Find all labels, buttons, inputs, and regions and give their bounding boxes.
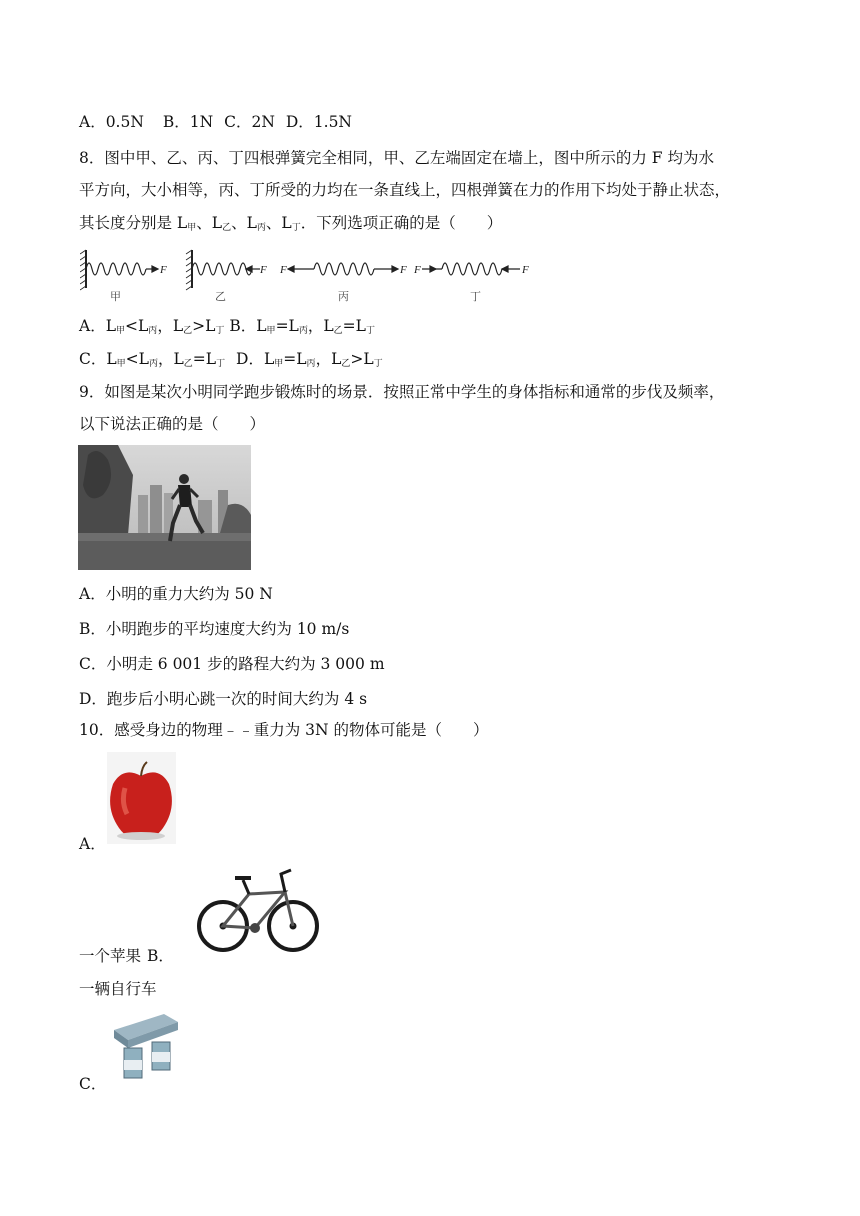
bicycle-image: [193, 858, 323, 960]
q7-options: [79, 112, 352, 132]
force-label: F: [400, 264, 407, 276]
q7-option-a: A．0.5N: [79, 113, 144, 131]
force-label: F: [160, 264, 167, 276]
q9-option-b: B．小明跑步的平均速度大约为 10 m/s: [79, 620, 350, 638]
force-label: F: [522, 264, 529, 276]
q7-option-d: D．1.5N: [285, 113, 352, 131]
q8-line-3: 其长度分别是 $L_甲$、$L_乙$、$L_丙$、$L_丁$．下列选项正确的是（ ）: [79, 214, 503, 233]
q8-line-2: 平方向，大小相等，丙、丁所受的力均在一条直线上，四根弹簧在力的作用下均处于静止状态，: [79, 181, 731, 199]
erasers-image: [108, 1008, 184, 1086]
q9-option-a: A．小明的重力大约为 50 N: [79, 585, 273, 603]
apple-image: [107, 752, 176, 844]
q10-option-b: B．: [147, 947, 174, 965]
q7-option-b: B．1N: [162, 113, 214, 131]
spring-jia: [80, 250, 158, 290]
q8-options-cd: C．$L_甲<L_丙$，$L_乙=L_丁$ D．$L_甲=L_丙$，$L_乙>L_丁$: [79, 350, 383, 369]
fig-label-yi: 乙: [215, 290, 226, 303]
spring-ding: [422, 263, 520, 275]
force-label: F: [414, 264, 421, 276]
spring-yi: [186, 250, 260, 290]
q9-option-d: D．跑步后小明心跳一次的时间大约为 4 s: [79, 690, 368, 708]
q10-option-c: C．: [79, 1075, 107, 1093]
runner-photo: [78, 445, 251, 570]
springs-figure: [80, 244, 540, 306]
q8-options-ab: A．$L_甲<L_丙$，$L_乙>L_丁$ B．$L_甲=L_丙$，$L_乙=L_丁$: [79, 317, 375, 336]
q9-option-c: C．小明走 6 001 步的路程大约为 3 000 m: [79, 655, 385, 673]
q9-line-2: 以下说法正确的是（ ）: [79, 415, 266, 433]
fig-label-jia: 甲: [110, 290, 121, 303]
q8-line-1: 8．图中甲、乙、丙、丁四根弹簧完全相同，甲、乙左端固定在墙上，图中所示的力 F 均为水: [79, 149, 714, 167]
q10-a-text: 一个苹果 B．: [79, 947, 174, 965]
force-label: F: [260, 264, 267, 276]
q9-line-1: 9．如图是某次小明同学跑步锻炼时的场景．按照正常中学生的身体指标和通常的步伐及频率，: [79, 383, 725, 401]
fig-label-ding: 丁: [470, 290, 481, 303]
q10-b-text: 一辆自行车: [79, 980, 157, 998]
q7-option-c: C．2N: [224, 113, 275, 131]
spring-bing: [288, 263, 398, 275]
q10-option-a: A．: [79, 835, 106, 853]
q10-line-1: 10．感受身边的物理﹣﹣重力为 3N 的物体可能是（ ）: [79, 721, 489, 739]
fig-label-bing: 丙: [338, 290, 349, 303]
force-label: F: [280, 264, 287, 276]
